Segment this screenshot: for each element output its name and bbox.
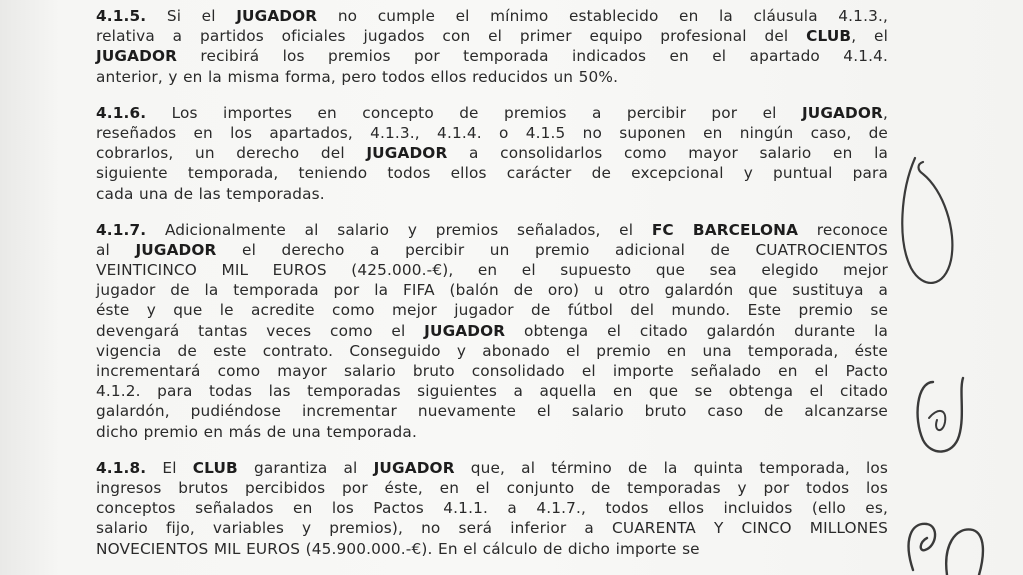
clause-paragraph	[96, 220, 888, 442]
clause-line	[96, 341, 888, 361]
clause-line	[96, 67, 888, 87]
text-segment: obtenga el citado galardón durante la	[505, 321, 888, 340]
text-segment: salario fijo, variables y premios), no será inferior a CUARENTA Y CINCO MILLONES	[96, 519, 888, 538]
text-segment: devengará tantas veces como el	[96, 321, 425, 340]
text-segment: Los importes en concepto de premios a percibir por el	[146, 103, 802, 122]
text-segment: al	[96, 240, 136, 259]
text-segment: galardón, pudiéndose incrementar nuevamente el salario bruto caso de alcanzarse	[96, 402, 888, 421]
text-segment: , el	[851, 27, 888, 46]
text-segment: no cumple el mínimo establecido en la cláusula 4.1.3.,	[317, 7, 888, 25]
clause-paragraph	[96, 103, 888, 204]
clause-paragraph	[96, 458, 888, 559]
bold-term: JUGADOR	[373, 458, 455, 477]
clause-line	[96, 240, 888, 260]
clause-line	[96, 220, 888, 240]
clause-line	[96, 123, 888, 143]
text-segment: Si el	[146, 7, 237, 25]
clause-paragraph	[96, 6, 888, 87]
clause-line	[96, 300, 888, 320]
bold-term: CLUB	[192, 458, 238, 477]
text-segment: dicho premio en más de una temporada.	[96, 422, 417, 441]
bold-term: JUGADOR	[236, 7, 318, 25]
text-segment: anterior, y en la misma forma, pero todos ellos reducidos un 50%.	[96, 67, 619, 86]
clause-line	[96, 26, 888, 46]
bold-term: JUGADOR	[366, 144, 448, 163]
clause-line	[96, 280, 888, 300]
handwritten-initials-icon	[893, 150, 1003, 575]
clause-line	[96, 46, 888, 66]
clause-line	[96, 163, 888, 183]
bold-term: 4.1.8.	[96, 458, 147, 477]
text-segment: reseñados en los apartados, 4.1.3., 4.1.4. o 4.1.5 no suponen en ningún caso, de	[96, 123, 888, 142]
text-segment: siguiente temporada, teniendo todos ellos carácter de excepcional y puntual para	[96, 164, 888, 183]
bold-term: 4.1.6.	[96, 103, 147, 122]
clause-line	[96, 260, 888, 280]
clause-line	[96, 143, 888, 163]
text-segment: vigencia de este contrato. Conseguido y abonado el premio en una temporada, éste	[96, 341, 888, 360]
text-segment: el derecho a percibir un premio adicional de CUATROCIENTOS	[216, 240, 888, 259]
text-segment: ingresos brutos percibidos por éste, en el conjunto de temporadas y por todos los	[96, 478, 888, 497]
text-segment: VEINTICINCO MIL EUROS (425.000.-€), en el supuesto que sea elegido mejor	[96, 261, 888, 280]
bold-term: FC BARCELONA	[651, 220, 799, 239]
text-segment: a consolidarlos como mayor salario en la	[447, 144, 889, 163]
clause-line	[96, 6, 888, 26]
bold-term: CLUB	[806, 27, 852, 46]
clause-line	[96, 381, 888, 401]
text-segment: jugador de la temporada por la FIFA (balón de oro) u otro galardón que sustituya a	[96, 281, 888, 300]
clause-line	[96, 478, 888, 498]
clause-line	[96, 539, 888, 559]
text-segment: relativa a partidos oficiales jugados con el primer equipo profesional del	[96, 27, 807, 46]
clause-line	[96, 184, 888, 204]
clause-line	[96, 458, 888, 478]
bold-term: JUGADOR	[135, 240, 217, 259]
text-segment: reconoce	[798, 220, 888, 239]
bold-term: 4.1.5.	[96, 7, 147, 25]
clause-line	[96, 498, 888, 518]
bold-term: JUGADOR	[96, 47, 178, 66]
clause-line	[96, 321, 888, 341]
text-segment: que, al término de la quinta temporada, los	[454, 458, 889, 477]
text-segment: NOVECIENTOS MIL EUROS (45.900.000.-€). En el cálculo de dicho importe se	[96, 539, 700, 558]
bold-term: 4.1.7.	[96, 220, 147, 239]
text-segment: 4.1.2. para todas las temporadas siguientes a aquella en que se obtenga el citado	[96, 382, 888, 401]
clause-line	[96, 103, 888, 123]
clause-line	[96, 361, 888, 381]
text-segment: recibirá los premios por temporada indicados en el apartado 4.1.4.	[177, 47, 888, 66]
clause-line	[96, 401, 888, 421]
bold-term: JUGADOR	[801, 103, 883, 122]
text-segment: cobrarlos, un derecho del	[96, 144, 367, 163]
clause-line	[96, 518, 888, 538]
text-segment: éste y que le acredite como mejor jugador de fútbol del mundo. Este premio se	[96, 301, 888, 320]
text-segment: incrementará como mayor salario bruto consolidado el importe señalado en el Pacto	[96, 362, 888, 380]
text-segment: garantiza al	[237, 458, 374, 477]
text-segment: cada una de las temporadas.	[96, 184, 325, 203]
clause-line	[96, 422, 888, 442]
text-segment: conceptos señalados en los Pactos 4.1.1. a 4.1.7., todos ellos incluidos (ello es,	[96, 499, 888, 518]
bold-term: JUGADOR	[424, 321, 506, 340]
text-segment: Adicionalmente al salario y premios señalados, el	[146, 220, 652, 239]
text-segment: El	[146, 458, 193, 477]
document-body	[96, 6, 888, 575]
text-segment: ,	[882, 103, 888, 122]
